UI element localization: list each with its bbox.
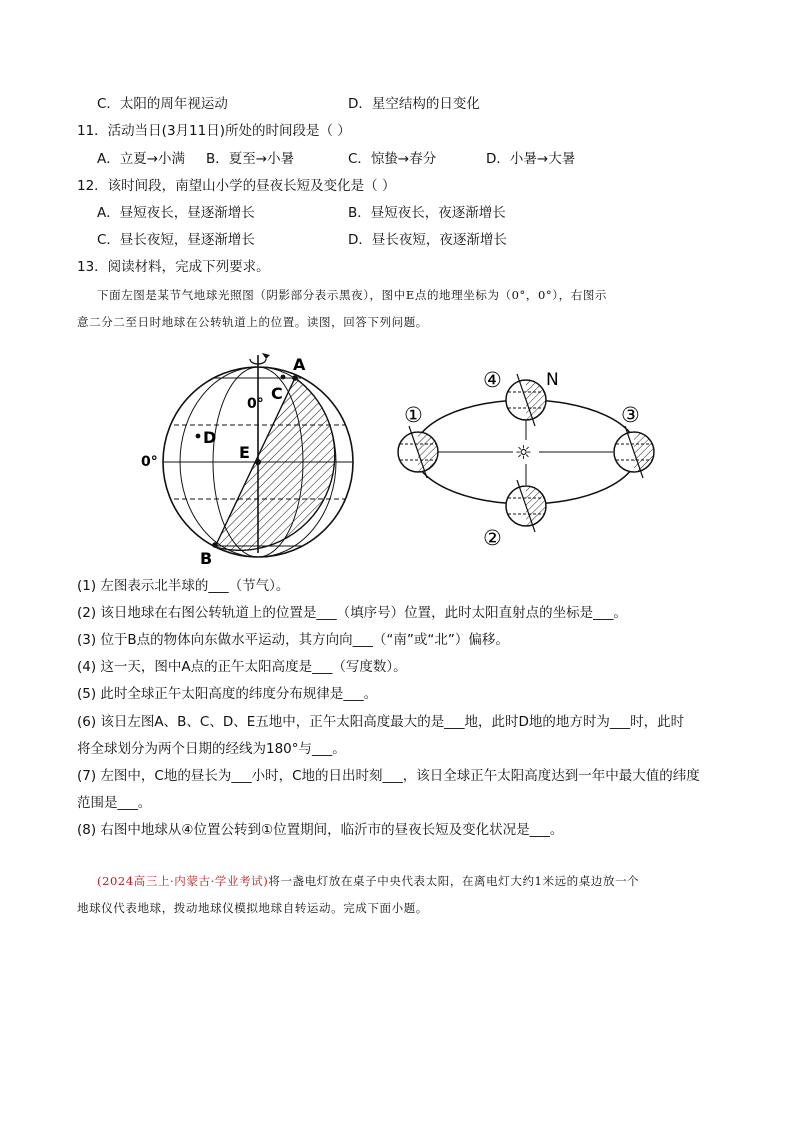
- label-meridian-0: 0°: [247, 396, 264, 412]
- q12-option-a: A．昼短夜长，昼逐渐增长: [97, 205, 255, 221]
- earth-position-3: [614, 426, 654, 478]
- q11-option-c: C．惊蛰→春分: [348, 151, 437, 167]
- label-position-1: ①: [404, 403, 423, 427]
- q12-stem: 12．该时间段，南望山小学的昼夜长短及变化是（ ）: [77, 178, 396, 194]
- label-position-4: ④: [483, 368, 502, 392]
- label-position-3: ③: [621, 403, 640, 427]
- q10-option-d: D．星空结构的日变化: [348, 96, 480, 112]
- q13-sub7-line1: (7) 左图中，C地的昼长为___小时，C地的日出时刻___，该日全球正午太阳高度达到一年中最大值的纬度: [77, 768, 700, 784]
- next-material-line1: (2024高三上·内蒙古·学业考试)将一盏电灯放在桌子中央代表太阳，在离电灯大约1米远的桌边放一个: [97, 874, 640, 888]
- q13-sub5: (5) 此时全球正午太阳高度的纬度分布规律是___。: [77, 686, 378, 702]
- label-b: B: [200, 549, 213, 568]
- sun-icon: ☼: [515, 442, 533, 464]
- label-d: D: [203, 428, 217, 447]
- label-position-2: ②: [483, 526, 502, 550]
- q10-option-c: C．太阳的周年视运动: [97, 96, 228, 112]
- label-north: N: [546, 370, 559, 390]
- label-e: E: [239, 443, 250, 462]
- q13-sub6-line2: 将全球划分为两个日期的经线为180°与___。: [77, 741, 346, 757]
- q13-sub3: (3) 位于B点的物体向东做水平运动，其方向向___（“南”或“北”）偏移。: [77, 632, 509, 648]
- q12-option-b: B．昼短夜长，夜逐渐增长: [348, 205, 506, 221]
- earth-position-2: [506, 480, 546, 532]
- q11-stem: 11．活动当日(3月11日)所处的时间段是（ ）: [77, 123, 351, 139]
- q12-option-c: C．昼长夜短，昼逐渐增长: [97, 232, 255, 248]
- q13-sub4: (4) 这一天，图中A点的正午太阳高度是___（写度数）。: [77, 659, 407, 675]
- q13-sub1: (1) 左图表示北半球的___（节气）。: [77, 578, 290, 594]
- q12-option-d: D．昼长夜短，夜逐渐增长: [348, 232, 507, 248]
- q13-material-line2: 意二分二至日时地球在公转轨道上的位置。读图，回答下列问题。: [77, 315, 428, 329]
- q11-option-a: A．立夏→小满: [97, 151, 186, 167]
- label-c: C: [271, 384, 283, 403]
- source-tag: (2024高三上·内蒙古·学业考试): [97, 874, 269, 888]
- earth-orbit-figure: [388, 360, 668, 555]
- q13-stem: 13．阅读材料，完成下列要求。: [77, 259, 270, 275]
- q11-option-d: D．小暑→大暑: [486, 151, 576, 167]
- next-material-line2: 地球仪代表地球，拨动地球仪模拟地球自转运动。完成下面小题。: [77, 901, 428, 915]
- q13-material-line1: 下面左图是某节气地球光照图（阴影部分表示黑夜），图中E点的地理坐标为（0°，0°），右图示: [97, 288, 608, 302]
- q13-sub8: (8) 右图中地球从④位置公转到①位置期间，临沂市的昼夜长短及变化状况是___。: [77, 822, 564, 838]
- earth-position-1: [398, 426, 438, 478]
- q13-sub2: (2) 该日地球在右图公转轨道上的位置是___（填序号）位置，此时太阳直射点的坐标是___。: [77, 605, 627, 621]
- label-equator-0: 0°: [141, 454, 158, 470]
- earth-position-4: [506, 374, 546, 426]
- earth-illumination-figure: [130, 345, 365, 570]
- q13-sub7-line2: 范围是___。: [77, 795, 152, 811]
- q13-sub6-line1: (6) 该日左图A、B、C、D、E五地中，正午太阳高度最大的是___地，此时D地的地方时为___时，此时: [77, 714, 685, 730]
- label-a: A: [293, 355, 306, 374]
- q11-option-b: B．夏至→小暑: [206, 151, 295, 167]
